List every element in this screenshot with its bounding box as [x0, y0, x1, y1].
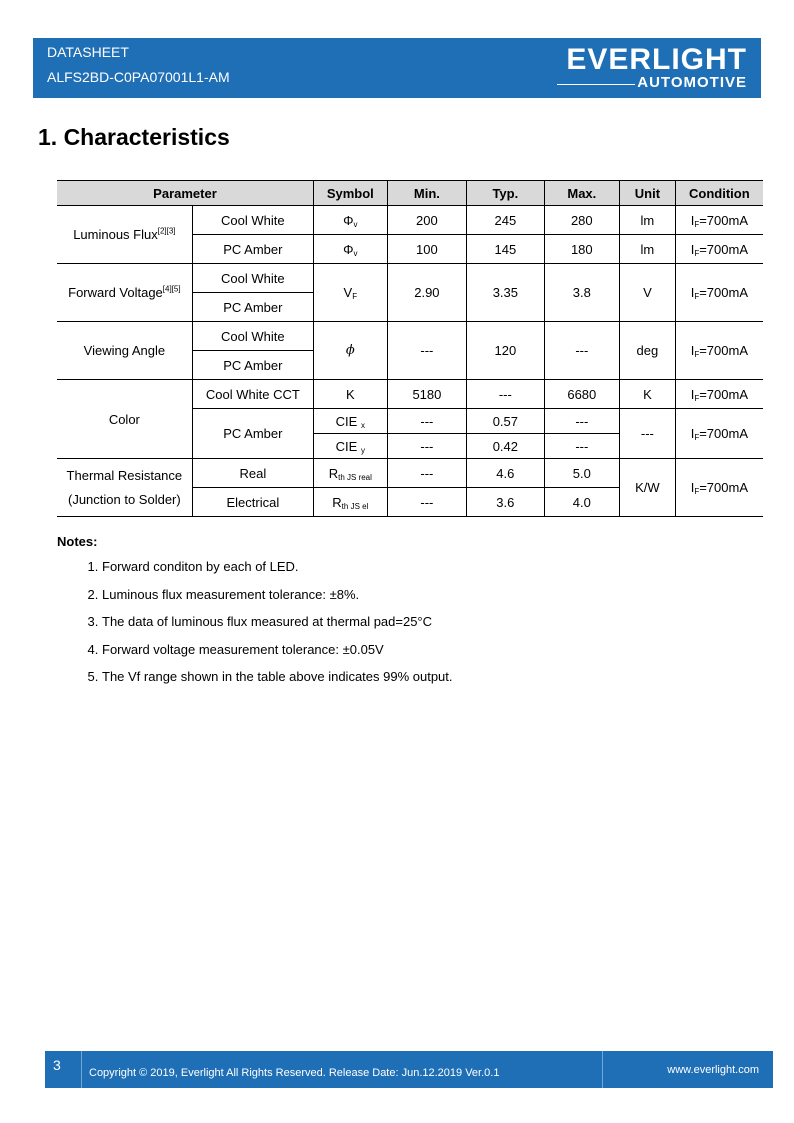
max-cell: 4.0: [544, 488, 620, 517]
max-cell: ---: [544, 434, 620, 459]
header-bar: [33, 38, 761, 98]
notes-list: [60, 556, 453, 694]
symbol-cell: CIE $_x$: [313, 409, 387, 434]
typ-cell: 0.57: [467, 409, 544, 434]
min-cell: 200: [387, 206, 466, 235]
table-header-row: [57, 181, 763, 206]
symbol-cell: $V_F$: [313, 264, 387, 322]
sub-param: PC Amber: [192, 409, 313, 459]
param-luminous-flux: Luminous Flux[2][3]: [57, 206, 192, 264]
table-row: [57, 206, 763, 235]
list-item: 4. Forward voltage measurement tolerance: ±0.05V: [102, 639, 453, 667]
header-min: Min.: [387, 181, 466, 206]
condition-cell: $I_F=700mA$: [675, 206, 763, 235]
typ-cell: 145: [467, 235, 544, 264]
unit-cell: lm: [620, 235, 676, 264]
table-row: [57, 380, 763, 409]
header-typ: Typ.: [467, 181, 544, 206]
unit-cell: K: [620, 380, 676, 409]
section-title: 1. Characteristics: [38, 124, 230, 150]
logo-rule: [557, 84, 635, 85]
header-max: Max.: [544, 181, 620, 206]
unit-cell: K/W: [620, 459, 676, 517]
condition-cell: $I_F=700mA$: [675, 459, 763, 517]
header-symbol: Symbol: [313, 181, 387, 206]
sub-param: Cool White: [192, 264, 313, 293]
unit-cell: V: [620, 264, 676, 322]
min-cell: ---: [387, 434, 466, 459]
list-item: 1. Forward conditon by each of LED.: [102, 556, 453, 584]
unit-cell: deg: [620, 322, 676, 380]
max-cell: 5.0: [544, 459, 620, 488]
footer-divider: [602, 1051, 603, 1088]
param-thermal-resistance: Thermal Resistance (Junction to Solder): [57, 459, 192, 517]
typ-cell: 3.6: [467, 488, 544, 517]
min-cell: 2.90: [387, 264, 466, 322]
unit-cell: lm: [620, 206, 676, 235]
website-link[interactable]: www.everlight.com: [667, 1064, 759, 1076]
max-cell: ---: [544, 409, 620, 434]
copyright-text: Copyright © 2019, Everlight All Rights Reserved. Release Date: Jun.12.2019 Ver.0.1: [89, 1067, 500, 1079]
param-forward-voltage: Forward Voltage[4][5]: [57, 264, 192, 322]
notes-title: Notes:: [57, 534, 98, 549]
brand-name: EVERLIGHT: [566, 43, 747, 76]
condition-cell: $I_F=700mA$: [675, 322, 763, 380]
brand-logo: [537, 41, 747, 95]
min-cell: 100: [387, 235, 466, 264]
symbol-cell: ϕ: [313, 322, 387, 380]
sub-param: Real: [192, 459, 313, 488]
sub-param: PC Amber: [192, 293, 313, 322]
header-unit: Unit: [620, 181, 676, 206]
list-item: 3. The data of luminous flux measured at thermal pad=25°C: [102, 611, 453, 639]
part-number: ALFS2BD-C0PA07001L1-AM: [47, 69, 230, 85]
typ-cell: 0.42: [467, 434, 544, 459]
table-row: [57, 459, 763, 488]
min-cell: ---: [387, 488, 466, 517]
max-cell: ---: [544, 322, 620, 380]
page-number: 3: [53, 1057, 61, 1073]
max-cell: 280: [544, 206, 620, 235]
typ-cell: ---: [467, 380, 544, 409]
sub-param: Cool White: [192, 322, 313, 351]
sub-param: Cool White CCT: [192, 380, 313, 409]
symbol-cell: $\Phi_v$: [313, 235, 387, 264]
brand-division: AUTOMOTIVE: [637, 74, 747, 91]
param-viewing-angle: Viewing Angle: [57, 322, 192, 380]
typ-cell: 245: [467, 206, 544, 235]
symbol-cell: K: [313, 380, 387, 409]
condition-cell: $I_F=700mA$: [675, 264, 763, 322]
symbol-cell: $\Phi_v$: [313, 206, 387, 235]
sub-param: Cool White: [192, 206, 313, 235]
footer-bar: [45, 1051, 773, 1088]
typ-cell: 4.6: [467, 459, 544, 488]
min-cell: ---: [387, 459, 466, 488]
symbol-cell: $R_{th JS real}$: [313, 459, 387, 488]
param-color: Color: [57, 380, 192, 459]
header-parameter: Parameter: [57, 181, 313, 206]
list-item: 5. The Vf range shown in the table above indicates 99% output.: [102, 666, 453, 694]
condition-cell: $I_F=700mA$: [675, 235, 763, 264]
typ-cell: 120: [467, 322, 544, 380]
max-cell: 3.8: [544, 264, 620, 322]
list-item: 2. Luminous flux measurement tolerance: ±8%.: [102, 584, 453, 612]
table-row: [57, 322, 763, 351]
condition-cell: $I_F=700mA$: [675, 409, 763, 459]
unit-cell: ---: [620, 409, 676, 459]
footer-divider: [81, 1051, 82, 1088]
symbol-cell: $R_{th JS el}$: [313, 488, 387, 517]
max-cell: 180: [544, 235, 620, 264]
min-cell: 5180: [387, 380, 466, 409]
typ-cell: 3.35: [467, 264, 544, 322]
characteristics-table: [57, 180, 763, 517]
sub-param: Electrical: [192, 488, 313, 517]
table-row: [57, 264, 763, 293]
sub-param: PC Amber: [192, 351, 313, 380]
symbol-cell: CIE $_y$: [313, 434, 387, 459]
min-cell: ---: [387, 409, 466, 434]
max-cell: 6680: [544, 380, 620, 409]
min-cell: ---: [387, 322, 466, 380]
sub-param: PC Amber: [192, 235, 313, 264]
doc-type: DATASHEET: [47, 44, 129, 60]
condition-cell: $I_F=700mA$: [675, 380, 763, 409]
header-condition: Condition: [675, 181, 763, 206]
